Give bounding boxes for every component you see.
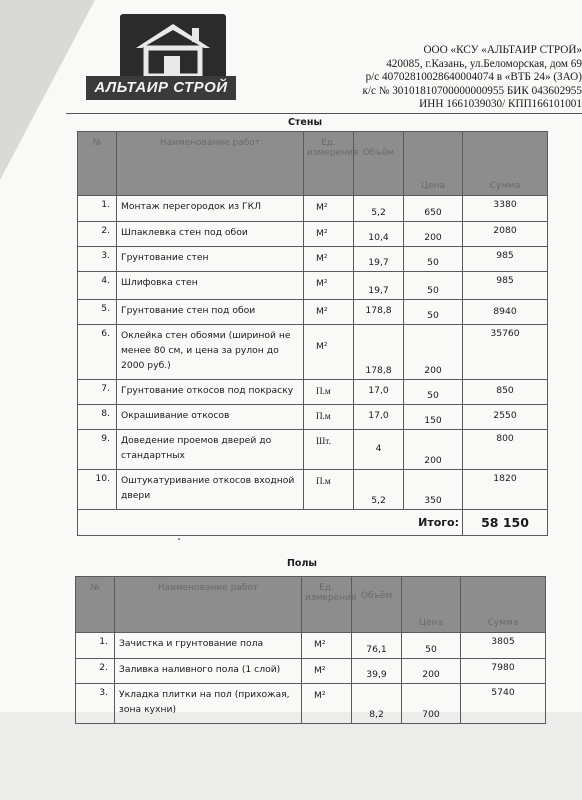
work-name: Доведение проемов дверей до стандартных <box>117 430 304 470</box>
company-account: р/с 40702810028640004074 в «ВТБ 24» (ЗАО) <box>365 71 582 83</box>
sum: 2550 <box>463 405 548 430</box>
company-requisites <box>300 44 582 112</box>
sum: 35760 <box>463 325 548 380</box>
row-number: 3. <box>78 247 117 272</box>
price: 50 <box>404 300 463 325</box>
volume: 4 <box>354 430 404 470</box>
price: 200 <box>404 430 463 470</box>
row-number: 10. <box>78 470 117 510</box>
work-name: Окрашивание откосов <box>117 405 304 430</box>
unit: М² <box>302 659 352 684</box>
price: 350 <box>404 470 463 510</box>
table-row <box>78 430 548 470</box>
header-num: № <box>78 132 117 196</box>
table-row <box>76 659 546 684</box>
unit: М² <box>304 247 354 272</box>
sum: 3805 <box>461 633 546 659</box>
work-name: Грунтование стен под обои <box>117 300 304 325</box>
row-number: 2. <box>76 659 115 684</box>
price: 150 <box>404 405 463 430</box>
row-number: 5. <box>78 300 117 325</box>
company-corr-account: к/с № 30101810700000000955 БИК 043602955 <box>362 84 582 97</box>
header-volume: Объём <box>354 132 404 196</box>
table-row <box>78 222 548 247</box>
house-icon <box>130 20 216 80</box>
unit: М² <box>302 684 352 724</box>
price: 700 <box>402 684 461 724</box>
volume: 8,2 <box>352 684 402 724</box>
unit: П.м <box>304 405 354 430</box>
unit: П.м <box>304 380 354 405</box>
company-name: ООО «КСУ «АЛЬТАИР СТРОЙ» <box>423 44 582 56</box>
work-name: Заливка наливного пола (1 слой) <box>115 659 302 684</box>
price: 650 <box>404 196 463 222</box>
unit: П.м <box>304 470 354 510</box>
total-value: 58 150 <box>463 510 548 536</box>
volume: 17,0 <box>354 405 404 430</box>
price: 50 <box>404 247 463 272</box>
row-number: 4. <box>78 272 117 300</box>
price: 200 <box>404 325 463 380</box>
walls-section-title: Стены <box>287 117 323 128</box>
work-name: Грунтование откосов под покраску <box>117 380 304 405</box>
logo-wordmark: АЛЬТАИР СТРОЙ <box>86 76 236 100</box>
header-price: Цена <box>402 577 461 633</box>
volume: 178,8 <box>354 325 404 380</box>
volume: 5,2 <box>354 196 404 222</box>
volume: 39,9 <box>352 659 402 684</box>
header-unit: Ед. измерения <box>302 577 352 633</box>
table-row <box>78 405 548 430</box>
walls-header-row <box>78 132 548 196</box>
price: 50 <box>404 380 463 405</box>
price: 200 <box>402 659 461 684</box>
volume: 178,8 <box>354 300 404 325</box>
volume: 10,4 <box>354 222 404 247</box>
volume: 19,7 <box>354 247 404 272</box>
header-volume: Объём <box>352 577 402 633</box>
work-name: Укладка плитки на пол (прихожая, зона кухни) <box>115 684 302 724</box>
work-name: Монтаж перегородок из ГКЛ <box>117 196 304 222</box>
unit: Шт. <box>304 430 354 470</box>
header-price: Цена <box>404 132 463 196</box>
sum: 3380 <box>463 196 548 222</box>
total-label: Итого: <box>78 510 463 536</box>
volume: 17,0 <box>354 380 404 405</box>
unit: М² <box>304 325 354 380</box>
header-sum: Сумма <box>461 577 546 633</box>
header-num: № <box>76 577 115 633</box>
sum: 800 <box>463 430 548 470</box>
header-sum: Сумма <box>463 132 548 196</box>
price: 200 <box>404 222 463 247</box>
table-row <box>76 684 546 724</box>
sum: 2080 <box>463 222 548 247</box>
price: 50 <box>402 633 461 659</box>
floors-header-row <box>76 577 546 633</box>
row-number: 9. <box>78 430 117 470</box>
unit: М² <box>304 222 354 247</box>
scan-bottom-shade <box>0 712 582 800</box>
sum: 7980 <box>461 659 546 684</box>
table-row <box>78 196 548 222</box>
unit: М² <box>304 196 354 222</box>
table-row <box>78 272 548 300</box>
work-name: Оштукатуривание откосов входной двери <box>117 470 304 510</box>
sum: 5740 <box>461 684 546 724</box>
sum: 985 <box>463 247 548 272</box>
floors-section-title: Полы <box>286 558 318 569</box>
unit: М² <box>304 272 354 300</box>
work-name: Зачистка и грунтование пола <box>115 633 302 659</box>
work-name: Грунтование стен <box>117 247 304 272</box>
row-number: 1. <box>76 633 115 659</box>
volume: 76,1 <box>352 633 402 659</box>
sum: 1820 <box>463 470 548 510</box>
header-name: Наименование работ <box>117 132 304 196</box>
sum: 985 <box>463 272 548 300</box>
work-name: Оклейка стен обоями (шириной не менее 80 см, и цена за рулон до 2000 руб.) <box>117 325 304 380</box>
table-row <box>78 470 548 510</box>
row-number: 1. <box>78 196 117 222</box>
unit: М² <box>304 300 354 325</box>
walls-table <box>77 131 548 536</box>
row-number: 7. <box>78 380 117 405</box>
volume: 5,2 <box>354 470 404 510</box>
table-row <box>76 633 546 659</box>
row-number: 3. <box>76 684 115 724</box>
row-number: 6. <box>78 325 117 380</box>
price: 50 <box>404 272 463 300</box>
header-name: Наименование работ <box>115 577 302 633</box>
table-row <box>78 300 548 325</box>
work-name: Шлифовка стен <box>117 272 304 300</box>
header-divider <box>66 113 582 114</box>
work-name: Шпаклевка стен под обои <box>117 222 304 247</box>
company-inn-kpp: ИНН 1661039030/ КПП166101001 <box>419 98 582 110</box>
unit: М² <box>302 633 352 659</box>
row-number: 2. <box>78 222 117 247</box>
table-row <box>78 325 548 380</box>
sum: 8940 <box>463 300 548 325</box>
table-row <box>78 247 548 272</box>
sum: 850 <box>463 380 548 405</box>
row-number: 8. <box>78 405 117 430</box>
floors-table <box>75 576 546 724</box>
scan-speck <box>178 538 180 540</box>
total-row <box>78 510 548 536</box>
company-address: 420085, г.Казань, ул.Беломорская, дом 69 <box>386 57 582 70</box>
table-row <box>78 380 548 405</box>
volume: 19,7 <box>354 272 404 300</box>
header-unit: Ед. измерения <box>304 132 354 196</box>
